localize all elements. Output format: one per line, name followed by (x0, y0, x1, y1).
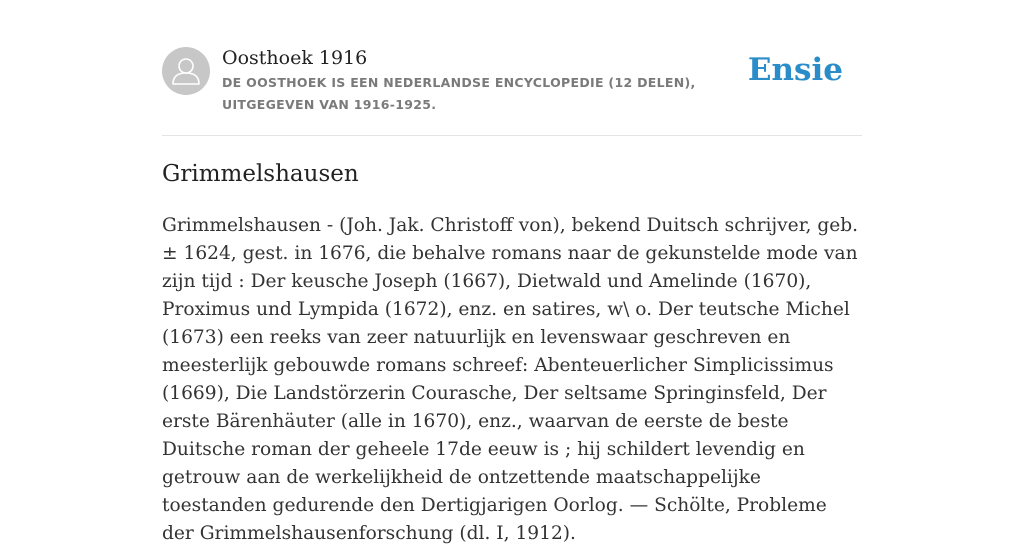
header-divider (162, 135, 862, 136)
entry-body: Grimmelshausen - (Joh. Jak. Christoff von), bekend Duitsch schrijver, geb. ± 1624, gest. in 1676, die behalve romans naar de gekunstelde mode van zijn tijd : Der keusche Joseph (1667), Dietwald und Amelinde (1670), Proximus und Lympida (1672), enz. en satires, w\ o. Der teutsche Michel (1673) een reeks van zeer natuurlijk en levenswaar geschreven en meesterlijk gebouwde romans schreef: Abenteuerlicher Simplicissimus (1669), Die Landstörzerin Courasche, Der seltsame Springinsfeld, Der erste Bärenhäuter (alle in 1670), enz., waarvan de eerste de beste Duitsche roman der geheele 17de eeuw is ; hij schildert levendig en getrouw aan de werkelijkheid de ontzettende maatschappelijke toestanden gedurende den Dertigjarigen Oorlog. — Schölte, Probleme der Grimmelshausenforschung (dl. I, 1912). (162, 215, 859, 544)
ensie-logo[interactable]: Ensie (747, 52, 843, 88)
source-title[interactable]: Oosthoek 1916 (222, 47, 368, 69)
source-description: DE OOSTHOEK IS EEN NEDERLANDSE ENCYCLOPEDIE (12 DELEN), UITGEGEVEN VAN 1916-1925. (222, 75, 696, 112)
user-outline-icon (162, 47, 210, 95)
source-header (162, 40, 862, 135)
entry-title: Grimmelshausen (162, 161, 359, 187)
user-avatar-icon[interactable] (162, 47, 210, 95)
